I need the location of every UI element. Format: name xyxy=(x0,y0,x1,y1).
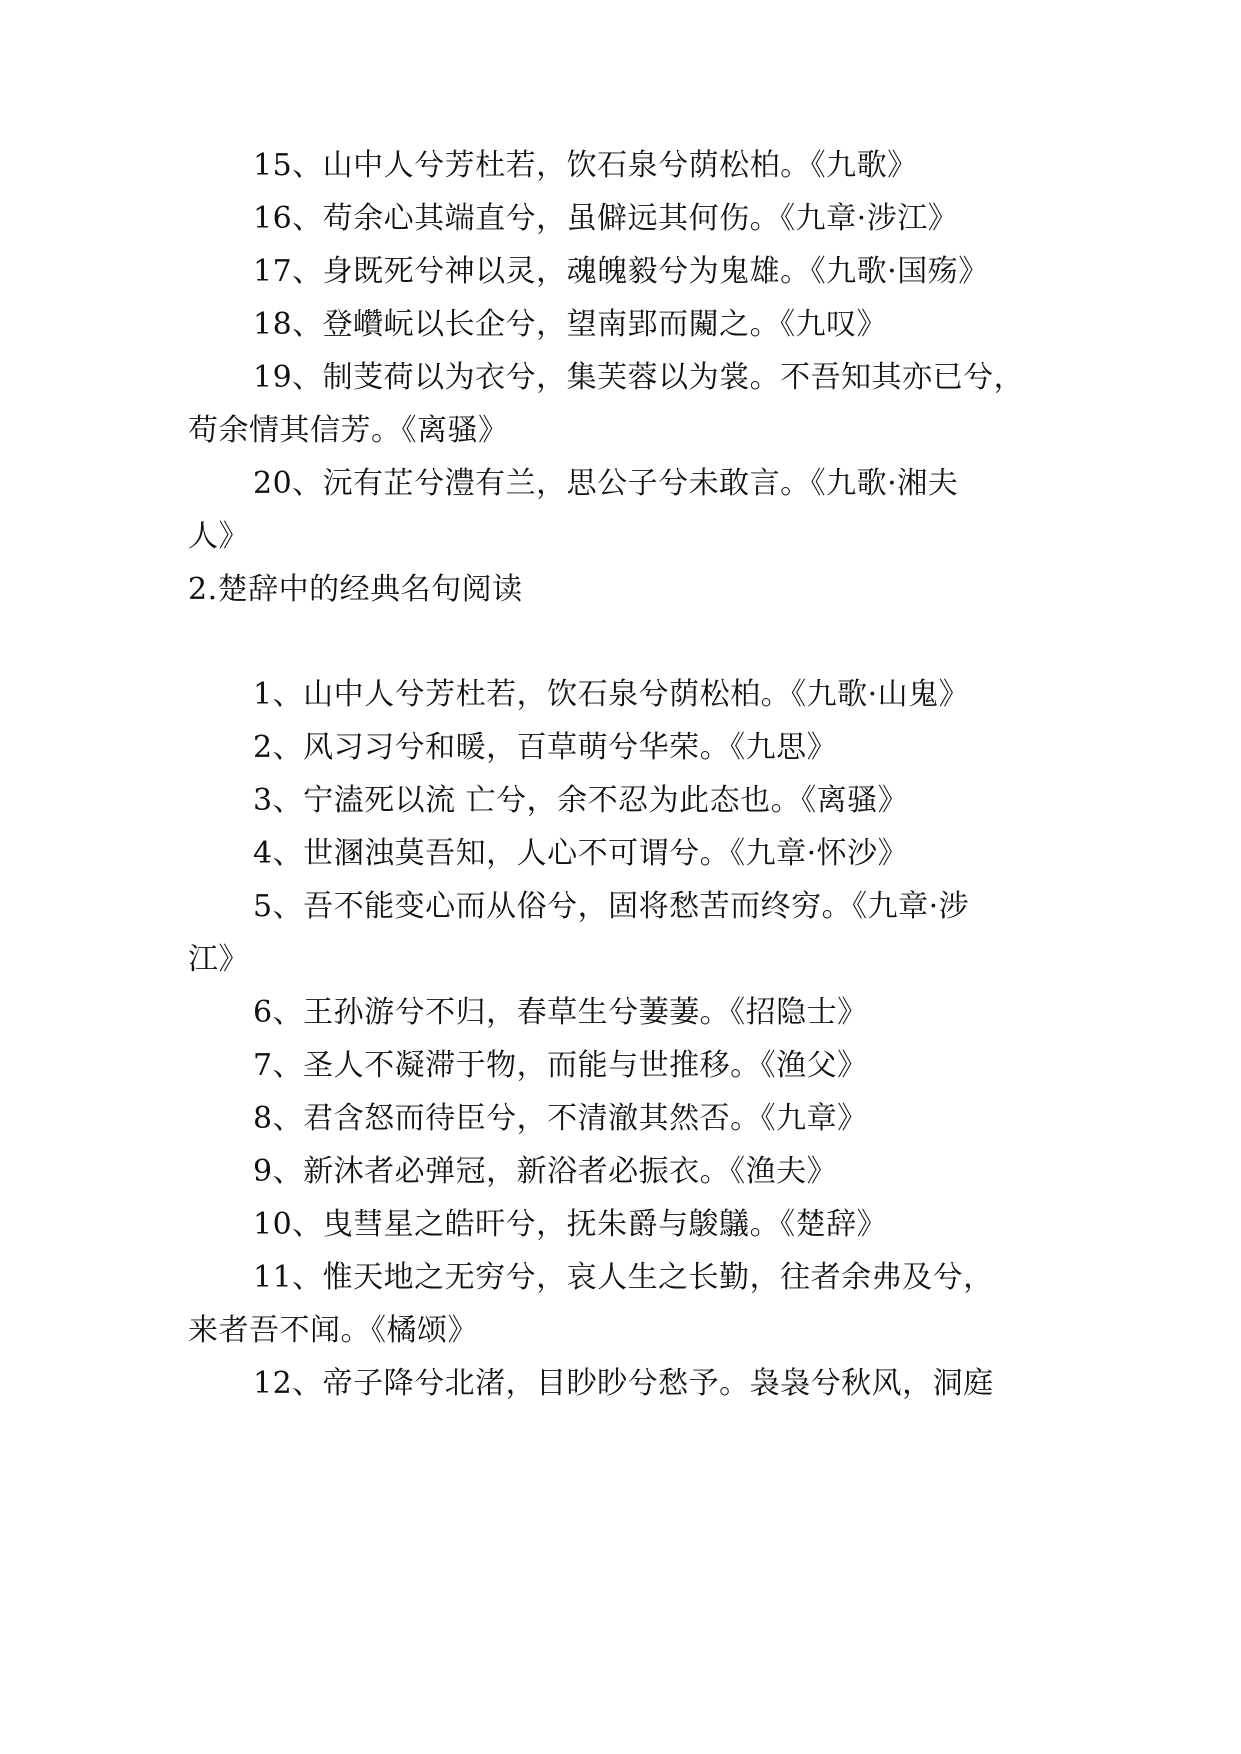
quote-line-4: 4、世溷浊莫吾知，人心不可谓兮。《九章·怀沙》 xyxy=(253,836,909,871)
quote-line-7: 7、圣人不凝滞于物，而能与世推移。《渔父》 xyxy=(253,1048,868,1083)
quote-line-17: 17、身既死兮神以灵，魂魄毅兮为鬼雄。《九歌·国殇》 xyxy=(253,254,989,289)
quote-line-3: 3、宁溘死以流 亡兮，余不忍为此态也。《离骚》 xyxy=(253,783,909,818)
quote-line-18: 18、登巑岏以长企兮，望南郢而闚之。《九叹》 xyxy=(253,307,888,342)
quote-line-9: 9、新沐者必弹冠，新浴者必振衣。《渔夫》 xyxy=(253,1154,838,1189)
quote-line-10: 10、曳彗星之皓旰兮，抚朱爵与鵔鸃。《楚辞》 xyxy=(253,1207,888,1242)
section-heading: 2.楚辞中的经典名句阅读 xyxy=(188,572,523,607)
quote-line-20: 20、沅有芷兮澧有兰，思公子兮未敢言。《九歌·湘夫 xyxy=(253,466,959,501)
quote-line-8: 8、君含怒而待臣兮，不清澈其然否。《九章》 xyxy=(253,1101,868,1136)
quote-line-12: 12、帝子降兮北渚，目眇眇兮愁予。袅袅兮秋风，洞庭 xyxy=(253,1366,994,1401)
quote-line-5: 5、吾不能变心而从俗兮，固将愁苦而终穷。《九章·涉 xyxy=(253,889,970,924)
quote-line-19: 19、制芰荷以为衣兮，集芙蓉以为裳。不吾知其亦已兮， xyxy=(253,360,1025,395)
quote-line-5-cont: 江》 xyxy=(188,942,249,977)
quote-line-20-cont: 人》 xyxy=(188,519,249,554)
quote-line-1: 1、山中人兮芳杜若，饮石泉兮荫松柏。《九歌·山鬼》 xyxy=(253,677,970,712)
quote-line-11: 11、惟天地之无穷兮，哀人生之长勤，往者余弗及兮， xyxy=(253,1260,994,1295)
quote-line-19-cont: 苟余情其信芳。《离骚》 xyxy=(188,413,509,448)
quote-line-2: 2、风习习兮和暖，百草萌兮华荣。《九思》 xyxy=(253,730,838,765)
quote-line-16: 16、苟余心其端直兮，虽僻远其何伤。《九章·涉江》 xyxy=(253,201,959,236)
quote-line-15: 15、山中人兮芳杜若，饮石泉兮荫松柏。《九歌》 xyxy=(253,148,918,183)
quote-line-11-cont: 来者吾不闻。《橘颂》 xyxy=(188,1313,478,1348)
quote-line-6: 6、王孙游兮不归，春草生兮萋萋。《招隐士》 xyxy=(253,995,868,1030)
